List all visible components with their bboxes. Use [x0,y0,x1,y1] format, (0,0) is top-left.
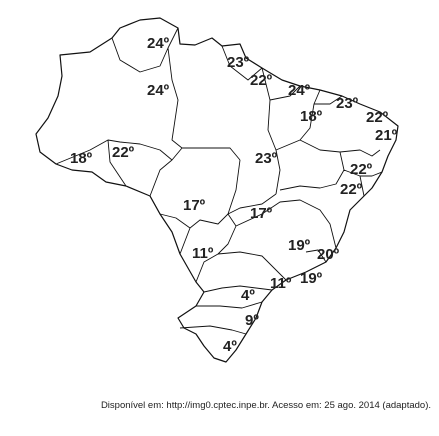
temp-label-rondonia: 22º [112,144,135,161]
temp-label-tocantins: 23º [255,150,278,167]
temp-label-pernambuco: 22º [350,161,373,178]
temp-label-minas-gerais: 19º [288,237,311,254]
temp-label-ceara: 23º [336,95,359,112]
temp-label-sao-paulo: 11º [270,275,292,292]
temp-label-rio-de-janeiro: 19º [300,270,323,287]
temp-label-mato-grosso: 17º [183,197,206,214]
temp-label-mato-grosso-do-sul: 11º [192,245,214,262]
temp-label-goias: 17º [250,205,273,222]
temp-label-acre: 18º [70,150,93,167]
temp-label-paraiba: 21º [375,127,398,144]
temp-label-rio-grande-do-norte: 22º [366,109,389,126]
temp-label-para-north: 22º [250,72,273,89]
temp-label-piaui: 18º [300,108,323,125]
temp-label-amazonas: 24º [147,82,170,99]
source-caption: Disponível em: http://img0.cptec.inpe.br. Acesso em: 25 ago. 2014 (adaptado). [100,400,431,411]
temp-label-parana: 4º [241,287,255,304]
temp-label-roraima: 24º [147,35,170,52]
temp-label-espirito-santo: 20º [317,246,340,263]
temp-label-rio-grande-do-sul: 4º [223,338,237,355]
temp-label-maranhao: 24º [288,82,311,99]
temp-label-amapa: 23º [227,54,250,71]
temp-label-santa-catarina: 9º [245,312,259,329]
temp-label-alagoas: 22º [340,181,363,198]
